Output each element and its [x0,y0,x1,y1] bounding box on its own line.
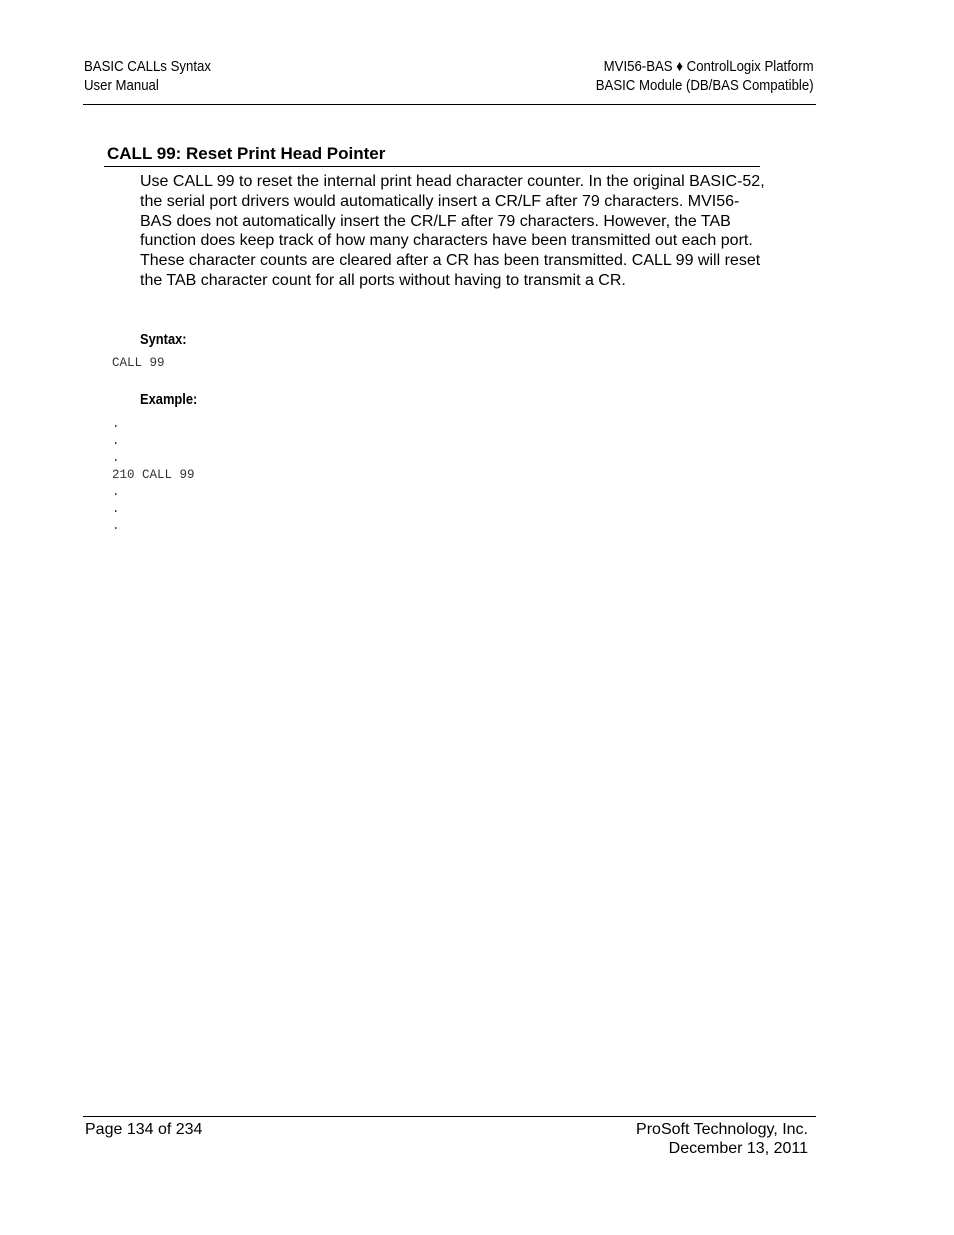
footer-divider [83,1116,816,1117]
header-module: BASIC Module (DB/BAS Compatible) [596,77,814,94]
example-code-block [112,416,195,535]
footer-company: ProSoft Technology, Inc. [636,1121,808,1138]
header-right [596,57,814,95]
page-number: Page 134 of 234 [85,1121,203,1138]
header-manual-type: User Manual [84,77,159,94]
section-title: CALL 99: Reset Print Head Pointer [107,144,386,163]
section-title-rule [104,166,760,167]
syntax-heading: Syntax: [140,331,187,348]
section-paragraph: Use CALL 99 to reset the internal print head character counter. In the original BASIC-52, the serial port drivers would automatically insert a CR/LF after 79 characters. MVI56-BAS does not automatically insert the CR/LF after 79 characters. However, the TAB function does keep track of how many characters have been transmitted out each port. These character counts are cleared after a CR has been transmitted. CALL 99 will reset the TAB character count for all ports without having to transmit a CR. [140,173,765,289]
header-divider [83,104,816,105]
example-code-line: . [112,451,120,465]
example-heading: Example: [140,391,198,408]
example-code-line: . [112,485,120,499]
footer-date: December 13, 2011 [668,1140,808,1157]
syntax-code-block [112,355,165,372]
footer-right [636,1120,808,1158]
example-code-line: . [112,417,120,431]
header-product: MVI56-BAS ♦ ControlLogix Platform [604,58,814,75]
example-code-line: . [112,502,120,516]
example-code-line: . [112,434,120,448]
header-left [84,57,211,95]
example-code-line: 210 CALL 99 [112,468,195,482]
example-code-line: . [112,519,120,533]
syntax-code-line: CALL 99 [112,356,165,370]
header-chapter: BASIC CALLs Syntax [84,58,211,75]
